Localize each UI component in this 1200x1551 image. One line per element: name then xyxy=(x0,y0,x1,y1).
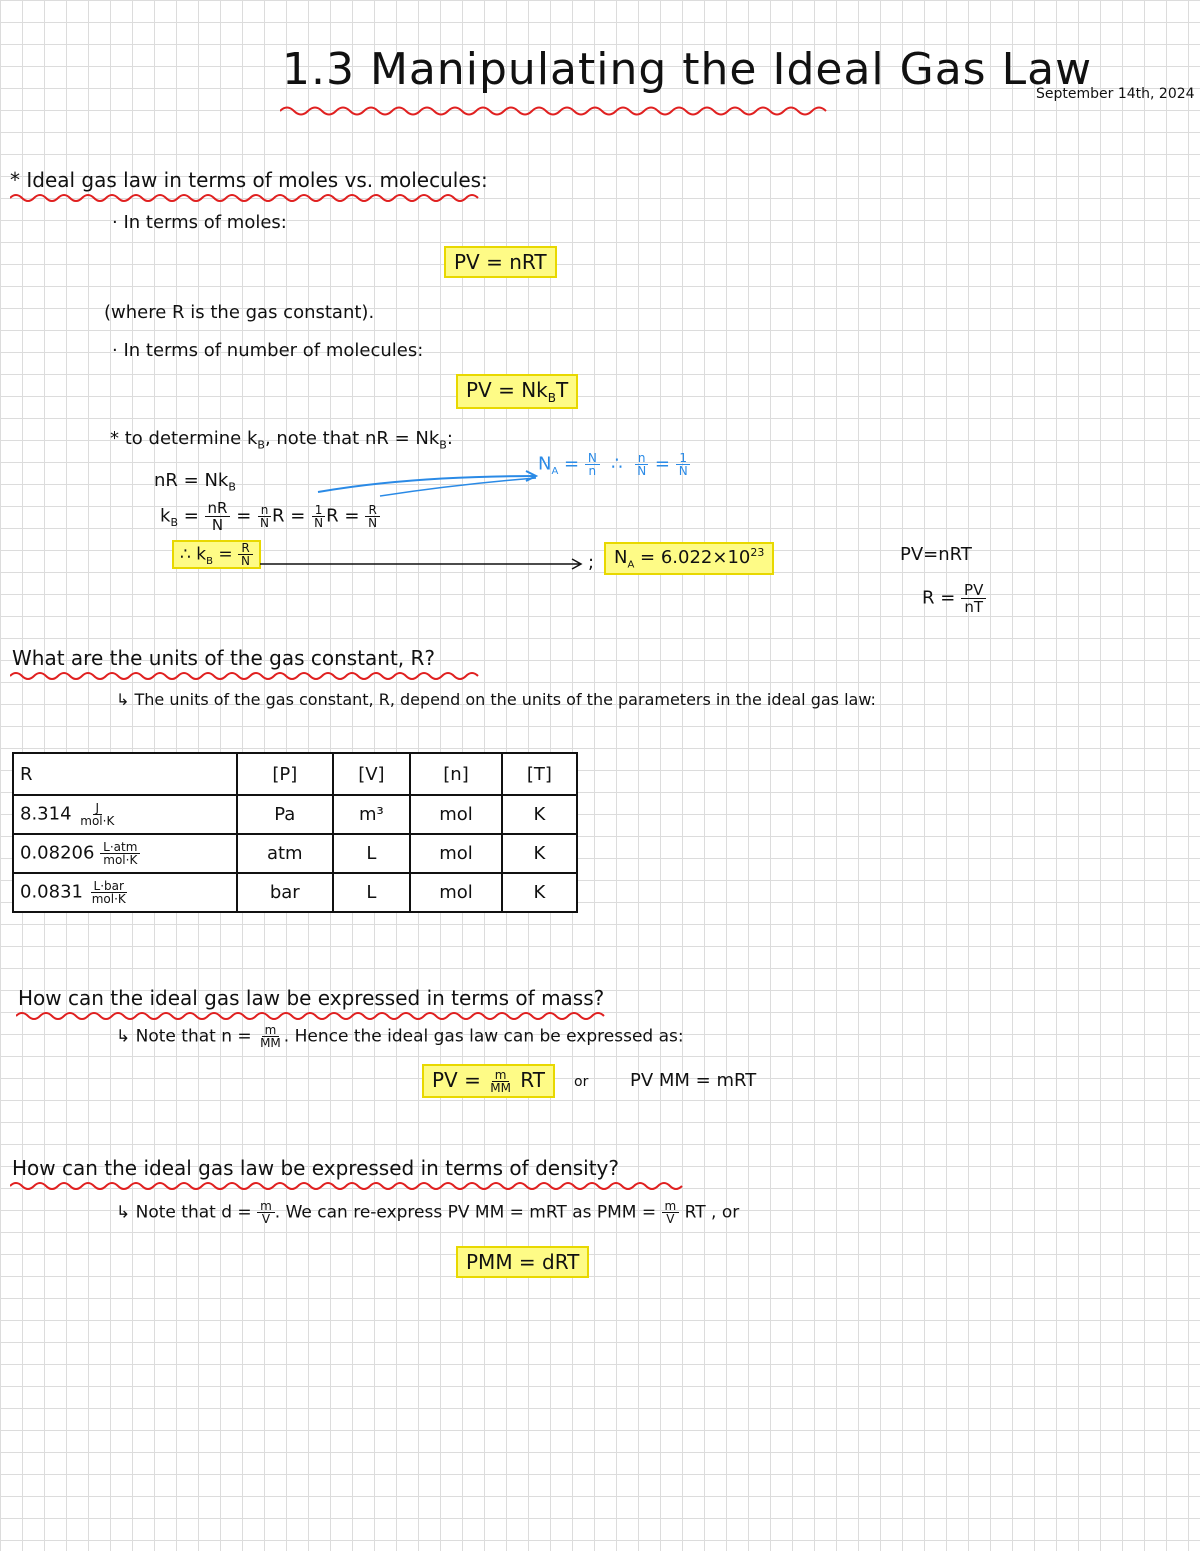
frac-den: mol·K xyxy=(80,814,115,828)
section3-note xyxy=(116,1024,684,1049)
frac-den: MM xyxy=(260,1036,281,1050)
p-unit-cell: Pa xyxy=(237,795,333,834)
frac-num: R xyxy=(238,542,252,555)
t-unit-cell: K xyxy=(502,795,577,834)
note-post: RT , or xyxy=(684,1202,740,1223)
step1-text: nR = Nk xyxy=(154,470,229,491)
frac-den: n xyxy=(588,464,597,478)
frac-den: N xyxy=(678,464,688,478)
n-unit-cell: mol xyxy=(410,834,502,873)
side-eq2 xyxy=(922,582,986,615)
frac-den: N xyxy=(211,516,224,534)
section2-underline xyxy=(10,670,490,682)
blue-na: N xyxy=(538,453,552,475)
note-frac xyxy=(257,1200,275,1225)
frac-den: mol·K xyxy=(91,892,126,906)
n-unit-cell: mol xyxy=(410,873,502,912)
box-frac xyxy=(487,1069,514,1094)
eq-sign: = xyxy=(344,505,360,527)
r-units-frac xyxy=(89,880,129,905)
section2-heading: What are the units of the gas constant, R? xyxy=(12,646,436,670)
semicolon: ; xyxy=(588,552,595,573)
where-note: (where R is the gas constant). xyxy=(104,302,375,323)
title-underline xyxy=(280,104,830,118)
result-prefix: ∴ k xyxy=(180,544,207,565)
note-frac2 xyxy=(662,1200,680,1225)
frac-den: N xyxy=(260,516,270,530)
frac-num: L·bar xyxy=(91,880,127,893)
table-header-cell: [T] xyxy=(502,753,577,795)
blue-frac-na xyxy=(585,452,600,477)
v-unit-cell: m³ xyxy=(333,795,411,834)
p-unit-cell: atm xyxy=(237,834,333,873)
section4-note xyxy=(116,1200,739,1225)
r-units-frac xyxy=(77,802,117,827)
table-header-row xyxy=(13,753,577,795)
determine-sub2: B xyxy=(439,438,447,452)
avogadro-value: = 6.022×10 xyxy=(640,547,751,568)
eq-sign: = xyxy=(236,505,252,527)
section4-underline xyxy=(10,1180,686,1192)
v-unit-cell: L xyxy=(333,873,411,912)
blue-arrow xyxy=(310,470,540,500)
note-pre: ↳ Note that n = xyxy=(116,1026,252,1047)
eq-molecules-box xyxy=(456,374,578,409)
side-eq2-lhs: R = xyxy=(922,587,956,609)
note-frac xyxy=(257,1024,284,1049)
page-title: 1.3 Manipulating the Ideal Gas Law xyxy=(282,44,1093,95)
v-unit-cell: L xyxy=(333,834,411,873)
blue-frac-inv xyxy=(676,452,691,477)
p-unit-cell: bar xyxy=(237,873,333,912)
avogadro-exponent: 23 xyxy=(750,546,765,559)
eq-sign: = xyxy=(183,505,199,527)
determine-text: * to determine k xyxy=(110,428,258,449)
r-value: 0.0831 xyxy=(20,881,83,903)
blue-therefore: ∴ xyxy=(611,453,623,475)
section4-heading: How can the ideal gas law be expressed in terms of density? xyxy=(12,1156,620,1180)
result-sub: B xyxy=(206,555,213,567)
section2-answer: ↳ The units of the gas constant, R, depend on the units of the parameters in the ideal gas law: xyxy=(116,690,876,709)
frac-num: J xyxy=(93,802,103,815)
frac-den: V xyxy=(261,1212,271,1226)
step1-sub: B xyxy=(228,480,236,494)
frac-num: 1 xyxy=(312,504,326,517)
frac-num: m xyxy=(492,1069,510,1082)
frac-num: n xyxy=(635,452,649,465)
step2: $k_B$ = $\frac{nR}{N}$ = $\frac{n}{N}$ R = $\frac{1}{N}$ R = $\frac{R}{N}$ xyxy=(160,500,380,533)
mass-alt-eq: PV MM = mRT xyxy=(630,1070,757,1091)
box-pre: PV = xyxy=(432,1068,481,1092)
table-header-cell: R xyxy=(13,753,237,795)
units-table xyxy=(12,752,578,913)
side-eq1: PV=nRT xyxy=(900,544,972,565)
r-value: 8.314 xyxy=(20,803,72,825)
frac-num: R xyxy=(365,504,379,517)
t-unit-cell: K xyxy=(502,873,577,912)
note-mid: . We can re-express PV MM = mRT as PMM = xyxy=(274,1202,657,1223)
frac-num: m xyxy=(257,1200,275,1213)
blue-frac-ratio xyxy=(634,452,649,477)
frac-num: n xyxy=(258,504,272,517)
result-frac xyxy=(238,542,253,567)
frac-den: nT xyxy=(964,598,984,616)
side-eq2-frac xyxy=(961,582,986,615)
step2-frac-c xyxy=(311,504,326,529)
eq-moles-box: PV = nRT xyxy=(444,246,557,278)
frac-den: N xyxy=(637,464,647,478)
step2-frac-d xyxy=(365,504,380,529)
frac-num: L·atm xyxy=(100,841,140,854)
step2-frac-a xyxy=(205,500,231,533)
density-eq-box: PMM = dRT xyxy=(456,1246,589,1278)
frac-num: N xyxy=(585,452,600,465)
frac-den: N xyxy=(368,516,378,530)
section3-heading: How can the ideal gas law be expressed in terms of mass? xyxy=(18,986,605,1010)
r-units-frac xyxy=(100,841,140,866)
frac-num: 1 xyxy=(676,452,690,465)
eq-sign: = xyxy=(290,505,306,527)
kb-result-box: ∴ $k_B$ = $\frac{R}{N}$ xyxy=(172,540,261,569)
black-arrow xyxy=(260,556,586,572)
section1-heading: * Ideal gas law in terms of moles vs. molecules: xyxy=(10,168,488,192)
r-value-cell xyxy=(13,795,237,834)
note-post: . Hence the ideal gas law can be expressed as: xyxy=(283,1026,684,1047)
eq-molecules-sub: B xyxy=(547,391,556,405)
blue-avogadro-relation: $N_A$ = $\frac{N}{n}$ ∴ $\frac{n}{N}$ = $\frac{1}{N}$ xyxy=(538,452,691,477)
table-row xyxy=(13,795,577,834)
table-header-cell: [n] xyxy=(410,753,502,795)
step2-frac-b xyxy=(257,504,272,529)
frac-den: MM xyxy=(490,1081,511,1095)
page-date: September 14th, 2024 xyxy=(1036,86,1195,102)
table-row xyxy=(13,834,577,873)
frac-den: N xyxy=(241,554,250,568)
section1-underline xyxy=(10,192,480,204)
mass-eq-box xyxy=(422,1064,555,1098)
frac-den: V xyxy=(666,1212,675,1226)
table-header-cell: [P] xyxy=(237,753,333,795)
t-unit-cell: K xyxy=(502,834,577,873)
eq-molecules-tail: T xyxy=(556,378,569,402)
n-unit-cell: mol xyxy=(410,795,502,834)
note-pre: ↳ Note that d = xyxy=(116,1202,252,1223)
step2-lhs-sub: B xyxy=(170,516,178,530)
determine-tail: , note that nR = Nk xyxy=(264,428,440,449)
table-row xyxy=(13,873,577,912)
avogadro-box: $N_A = 6.022\times 10^{23}$ xyxy=(604,542,774,575)
eq-molecules-main: PV = Nk xyxy=(466,378,548,402)
frac-num: PV xyxy=(961,582,986,599)
step1 xyxy=(154,470,236,494)
determine-sub: B xyxy=(257,438,265,452)
frac-num: m xyxy=(662,1200,680,1213)
table-header-cell: [V] xyxy=(333,753,411,795)
frac-num: m xyxy=(262,1024,280,1037)
frac-den: mol·K xyxy=(103,853,138,867)
section3-underline xyxy=(16,1010,612,1022)
step2-lhs: k xyxy=(160,505,171,527)
box-post: RT xyxy=(520,1068,545,1092)
molecules-label: · In terms of number of molecules: xyxy=(112,340,424,361)
determine-tail2: : xyxy=(446,428,453,449)
r-value: 0.08206 xyxy=(20,842,95,864)
avogadro-n: N xyxy=(614,547,628,568)
frac-num: nR xyxy=(205,500,231,517)
determine-kb xyxy=(110,428,453,452)
or-word: or xyxy=(574,1074,589,1090)
r-value-cell xyxy=(13,834,237,873)
moles-label: · In terms of moles: xyxy=(112,212,287,233)
r-value-cell xyxy=(13,873,237,912)
frac-den: N xyxy=(314,516,324,530)
